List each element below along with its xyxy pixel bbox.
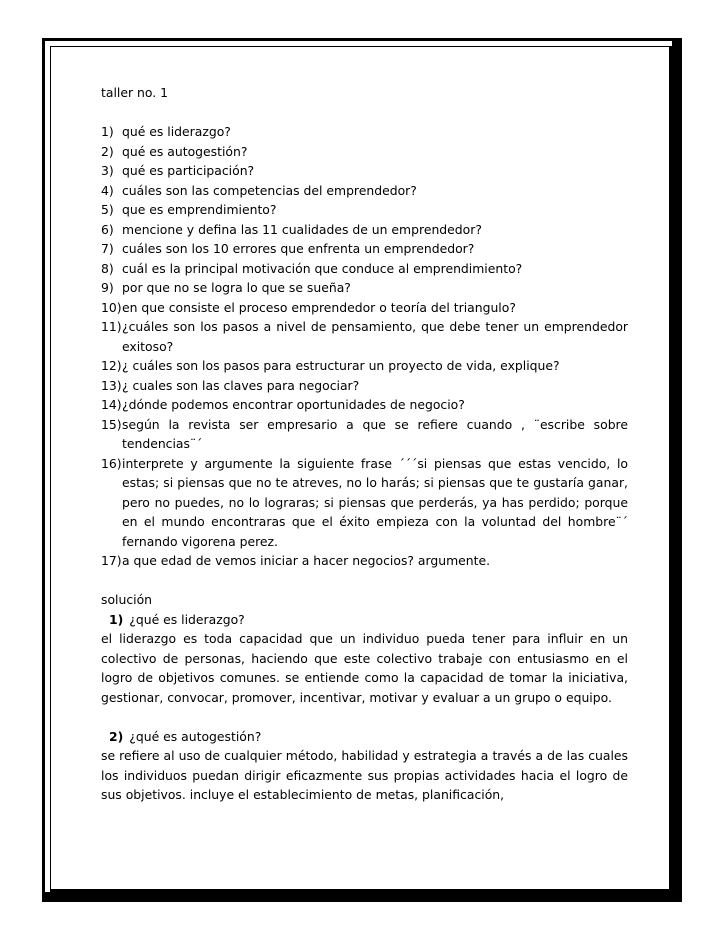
question-item [101,220,628,240]
question-text: qué es autogestión? [122,143,248,159]
question-text: mencione y defina las 11 cualidades de un emprendedor? [122,221,482,237]
question-number: 5) [101,202,114,217]
question-list [101,122,628,571]
question-text: ¿ cuáles son los pasos para estructurar un proyecto de vida, explique? [122,358,560,373]
question-item [101,259,628,279]
question-number: 2) [101,143,114,159]
question-text: según la revista ser empresario a que se refiere cuando , ¨escribe sobre tendencias¨´ [122,416,628,451]
question-item [101,298,628,318]
question-number: 17) [101,553,122,568]
spacer [101,571,628,591]
question-number: 14) [101,397,122,412]
question-number: 3) [101,163,114,178]
question-text: a que edad de vemos iniciar a hacer negocios? argumente. [122,553,491,568]
question-text: qué es liderazgo? [122,124,231,139]
solution-answer-2: se refiere al uso de cualquier método, habilidad y estrategia a través a de las cuales los individuos puedan dirigir eficazmente sus propias actividades hacia el logro de sus objetivos. incluye el establecimiento de metas, planificación, [101,748,628,802]
question-number: 8) [101,260,114,276]
solution-question-number: 1) [109,611,124,627]
question-item [101,278,628,298]
solution-answer-1: el liderazgo es toda capacidad que un individuo pueda tener para influir en un colectivo de personas, haciendo que este colectivo trabaje con entusiasmo en el logro de objetivos comunes. se entiende como la capacidad de tomar la iniciativa, gestionar, convocar, promover, incentivar, motivar y evaluar a un grupo o equipo. [101,631,628,705]
question-item [101,317,628,356]
question-item [101,376,628,396]
question-item [101,142,628,162]
question-item [101,356,628,376]
question-item [101,395,628,415]
question-text: que es emprendimiento? [122,202,277,217]
spacer [101,103,628,123]
question-text: en que consiste el proceso emprendedor o teoría del triangulo? [122,299,516,315]
question-text: ¿dónde podemos encontrar oportunidades de negocio? [122,397,465,412]
question-text: cuáles son las competencias del emprendedor? [122,182,417,198]
question-number: 13) [101,377,122,393]
solution-heading: solución [101,592,153,607]
question-number: 7) [101,241,114,256]
question-number: 16) [101,455,122,471]
question-number: 1) [101,124,114,139]
solution-question-text: ¿qué es autogestión? [129,728,262,744]
question-item [101,239,628,259]
question-text: ¿ cuales son las claves para negociar? [122,377,360,393]
question-number: 12) [101,358,122,373]
question-item [101,181,628,201]
question-item [101,415,628,454]
question-number: 9) [101,280,114,295]
question-number: 15) [101,416,122,432]
question-text: cuáles son los 10 errores que enfrenta un emprendedor? [122,241,475,256]
question-item [101,551,628,571]
question-item [101,122,628,142]
question-number: 11) [101,319,122,334]
question-text: qué es participación? [122,163,255,178]
document-body [101,83,628,805]
spacer [101,707,628,727]
solution-question-number: 2) [109,728,124,744]
question-item [101,161,628,181]
solution-question-1 [101,610,628,630]
question-text: cuál es la principal motivación que conduce al emprendimiento? [122,260,523,276]
question-number: 4) [101,182,114,198]
document-title: taller no. 1 [101,85,168,100]
question-number: 6) [101,221,114,237]
question-item [101,200,628,220]
question-text: ¿cuáles son los pasos a nivel de pensamiento, que debe tener un emprendedor exitoso? [122,319,628,354]
question-text: por que no se logra lo que se sueña? [122,280,351,295]
solution-question-2 [101,727,628,747]
solution-question-text: ¿qué es liderazgo? [129,611,245,627]
question-number: 10) [101,299,122,315]
question-text: interprete y argumente la siguiente frase ´´´si piensas que estas vencido, lo estas; si piensas que no te atreves, no lo harás; si piensas que te gustaría ganar, pero no puedes, no lo lograras; si piensas que perderás, ya has perdido; porque en el mundo encontraras que el éxito empieza con la voluntad del hombre¨´ fernando vigorena perez. [122,455,628,549]
question-item [101,454,628,552]
